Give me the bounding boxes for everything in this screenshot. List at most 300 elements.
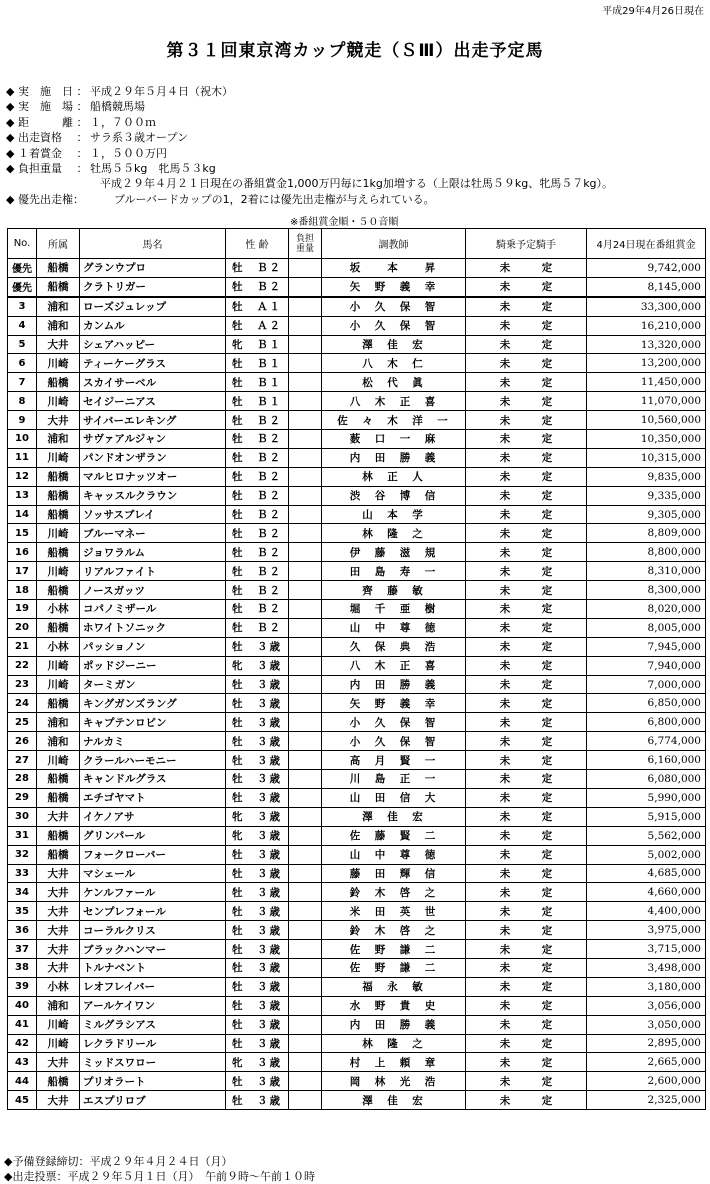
cell-sex-age: 牡 ３歳: [226, 637, 289, 656]
cell-horse-name: サヴァアルジャン: [80, 430, 226, 449]
cell-jockey: 未 定: [466, 826, 587, 845]
cell-horse-name: ブラックハンマー: [80, 940, 226, 959]
cell-prize-money: 10,315,000: [587, 448, 706, 467]
cell-trainer: 山 中 尊 徳: [322, 618, 466, 637]
cell-entry-no: 6: [8, 354, 37, 373]
cell-entry-no: 18: [8, 581, 37, 600]
cell-trainer: 渋 谷 博 信: [322, 486, 466, 505]
cell-sex-age: 牡 ３歳: [226, 940, 289, 959]
cell-horse-name: キャンドルグラス: [80, 770, 226, 789]
table-row: [8, 486, 706, 505]
info-value: サラ系３歳オープン: [90, 131, 189, 145]
cell-trainer: 米 田 英 世: [322, 902, 466, 921]
cell-sex-age: 牡 ３歳: [226, 788, 289, 807]
cell-sex-age: 牡 ３歳: [226, 675, 289, 694]
table-row: [8, 562, 706, 581]
cell-affiliation: 船橋: [37, 543, 80, 562]
cell-trainer: 内 田 勝 義: [322, 1015, 466, 1034]
cell-jockey: 未 定: [466, 996, 587, 1015]
cell-horse-name: ローズジュレップ: [80, 297, 226, 316]
cell-horse-name: ターミガン: [80, 675, 226, 694]
cell-jockey: 未 定: [466, 1015, 587, 1034]
table-row: [8, 1091, 706, 1110]
info-value: 牡馬５５kg 牝馬５３kg: [90, 162, 216, 176]
cell-prize-money: 8,310,000: [587, 562, 706, 581]
cell-affiliation: 大井: [37, 902, 80, 921]
cell-trainer: 小 久 保 智: [322, 713, 466, 732]
cell-affiliation: 大井: [37, 1091, 80, 1110]
table-row: [8, 335, 706, 354]
cell-prize-money: 6,080,000: [587, 770, 706, 789]
cell-entry-no: 25: [8, 713, 37, 732]
cell-prize-money: 9,305,000: [587, 505, 706, 524]
table-row: [8, 354, 706, 373]
cell-weight: [289, 297, 322, 316]
cell-weight: [289, 1091, 322, 1110]
cell-prize-money: 3,498,000: [587, 958, 706, 977]
cell-entry-no: 優先: [8, 259, 37, 278]
cell-prize-money: 8,020,000: [587, 600, 706, 619]
cell-horse-name: クラトリガー: [80, 277, 226, 296]
cell-weight: [289, 996, 322, 1015]
cell-affiliation: 船橋: [37, 770, 80, 789]
cell-entry-no: 29: [8, 788, 37, 807]
cell-horse-name: クラールハーモニー: [80, 751, 226, 770]
cell-horse-name: ミルグラシアス: [80, 1015, 226, 1034]
cell-jockey: 未 定: [466, 940, 587, 959]
cell-affiliation: 船橋: [37, 845, 80, 864]
info-sep: ：: [76, 146, 88, 160]
cell-horse-name: ポッドジーニー: [80, 656, 226, 675]
cell-trainer: 山 田 信 大: [322, 788, 466, 807]
info-label: ◆ 負担重量: [6, 162, 62, 176]
cell-trainer: 小 久 保 智: [322, 732, 466, 751]
cell-prize-money: 8,809,000: [587, 524, 706, 543]
cell-weight: [289, 694, 322, 713]
cell-trainer: 水 野 貴 史: [322, 996, 466, 1015]
cell-jockey: 未 定: [466, 392, 587, 411]
weight-note: 平成２９年４月２１日現在の番組賞金1,000万円毎に1kg加増する（上限は牡馬５９kg、牝馬５７kg）。: [100, 177, 614, 191]
cell-horse-name: カンムル: [80, 316, 226, 335]
cell-affiliation: 川崎: [37, 656, 80, 675]
cell-entry-no: 38: [8, 958, 37, 977]
cell-weight: [289, 826, 322, 845]
cell-sex-age: 牡 ３歳: [226, 694, 289, 713]
cell-affiliation: 川崎: [37, 675, 80, 694]
cell-prize-money: 7,940,000: [587, 656, 706, 675]
table-row: [8, 277, 706, 296]
cell-weight: [289, 316, 322, 335]
info-row-weight: [6, 161, 613, 176]
cell-horse-name: プリオラート: [80, 1072, 226, 1091]
cell-affiliation: 小林: [37, 600, 80, 619]
race-info: [6, 84, 613, 207]
info-row-prize: [6, 146, 613, 161]
cell-weight: [289, 883, 322, 902]
cell-entry-no: 10: [8, 430, 37, 449]
cell-prize-money: 2,895,000: [587, 1034, 706, 1053]
priority-value: ブルーバードカップの1，2着には優先出走権が与えられている。: [114, 192, 435, 206]
cell-horse-name: キャッスルクラウン: [80, 486, 226, 505]
cell-trainer: 澤 佳 宏: [322, 1091, 466, 1110]
cell-sex-age: 牡 ３歳: [226, 977, 289, 996]
cell-weight: [289, 845, 322, 864]
cell-horse-name: ジョワラルム: [80, 543, 226, 562]
cell-jockey: 未 定: [466, 770, 587, 789]
table-row: [8, 543, 706, 562]
cell-sex-age: 牡 ３歳: [226, 1034, 289, 1053]
footer-entry-vote: ◆出走投票：平成２９年５月１日（月） 午前９時～午前１０時: [4, 1170, 315, 1183]
cell-entry-no: 32: [8, 845, 37, 864]
cell-weight: [289, 448, 322, 467]
table-row: [8, 600, 706, 619]
cell-trainer: 岡 林 光 浩: [322, 1072, 466, 1091]
cell-horse-name: エチゴヤマト: [80, 788, 226, 807]
cell-sex-age: 牡 Ｂ１: [226, 373, 289, 392]
cell-prize-money: 3,056,000: [587, 996, 706, 1015]
col-header-jockey: 騎乗予定騎手: [466, 229, 587, 259]
cell-affiliation: 川崎: [37, 562, 80, 581]
cell-sex-age: 牡 ３歳: [226, 902, 289, 921]
cell-entry-no: 7: [8, 373, 37, 392]
cell-jockey: 未 定: [466, 807, 587, 826]
cell-trainer: 松 代 眞: [322, 373, 466, 392]
cell-entry-no: 23: [8, 675, 37, 694]
entries-table: [7, 228, 706, 1110]
cell-jockey: 未 定: [466, 883, 587, 902]
table-row: [8, 1053, 706, 1072]
cell-sex-age: 牡 ３歳: [226, 996, 289, 1015]
cell-sex-age: 牡 Ｂ１: [226, 354, 289, 373]
col-header-trainer: 調教師: [322, 229, 466, 259]
info-sep: ：: [76, 100, 88, 114]
cell-sex-age: 牡 Ｂ１: [226, 392, 289, 411]
cell-sex-age: 牡 ３歳: [226, 883, 289, 902]
cell-weight: [289, 562, 322, 581]
cell-affiliation: 浦和: [37, 732, 80, 751]
table-row: [8, 902, 706, 921]
table-row: [8, 467, 706, 486]
cell-trainer: 林 隆 之: [322, 1034, 466, 1053]
cell-entry-no: 11: [8, 448, 37, 467]
cell-prize-money: 6,774,000: [587, 732, 706, 751]
table-row: [8, 940, 706, 959]
table-row: [8, 996, 706, 1015]
table-row: [8, 977, 706, 996]
cell-trainer: 八 木 正 喜: [322, 392, 466, 411]
table-row: [8, 921, 706, 940]
cell-weight: [289, 430, 322, 449]
cell-affiliation: 大井: [37, 807, 80, 826]
cell-horse-name: イケノアサ: [80, 807, 226, 826]
cell-affiliation: 川崎: [37, 392, 80, 411]
cell-jockey: 未 定: [466, 921, 587, 940]
cell-entry-no: 13: [8, 486, 37, 505]
cell-horse-name: パンドオンザラン: [80, 448, 226, 467]
cell-weight: [289, 921, 322, 940]
cell-affiliation: 大井: [37, 921, 80, 940]
table-row: [8, 1072, 706, 1091]
cell-horse-name: シェアハッピー: [80, 335, 226, 354]
cell-trainer: 澤 佳 宏: [322, 335, 466, 354]
cell-prize-money: 8,145,000: [587, 277, 706, 296]
cell-horse-name: エスプリロブ: [80, 1091, 226, 1110]
cell-entry-no: 24: [8, 694, 37, 713]
cell-prize-money: 4,685,000: [587, 864, 706, 883]
cell-horse-name: トルナベント: [80, 958, 226, 977]
table-row: [8, 958, 706, 977]
cell-trainer: 薮 口 一 麻: [322, 430, 466, 449]
cell-trainer: 田 島 寿 一: [322, 562, 466, 581]
cell-sex-age: 牡 Ｂ２: [226, 524, 289, 543]
cell-affiliation: 大井: [37, 1053, 80, 1072]
cell-sex-age: 牡 Ｂ２: [226, 448, 289, 467]
cell-horse-name: ティーケーグラス: [80, 354, 226, 373]
col-header-affiliation: 所属: [37, 229, 80, 259]
table-row: [8, 675, 706, 694]
cell-trainer: 川 島 正 一: [322, 770, 466, 789]
cell-horse-name: コパノミザール: [80, 600, 226, 619]
cell-weight: [289, 656, 322, 675]
cell-jockey: 未 定: [466, 297, 587, 316]
cell-affiliation: 小林: [37, 977, 80, 996]
cell-affiliation: 船橋: [37, 1072, 80, 1091]
cell-prize-money: 2,665,000: [587, 1053, 706, 1072]
info-label: ◆ 距 離: [6, 115, 73, 129]
info-row-eligibility: [6, 130, 613, 145]
cell-jockey: 未 定: [466, 751, 587, 770]
cell-sex-age: 牡 Ｂ２: [226, 600, 289, 619]
cell-weight: [289, 788, 322, 807]
cell-trainer: 福 永 敏: [322, 977, 466, 996]
cell-affiliation: 大井: [37, 864, 80, 883]
cell-jockey: 未 定: [466, 656, 587, 675]
cell-entry-no: 8: [8, 392, 37, 411]
table-row: [8, 430, 706, 449]
cell-jockey: 未 定: [466, 354, 587, 373]
info-row-venue: [6, 99, 613, 114]
cell-prize-money: 7,000,000: [587, 675, 706, 694]
cell-sex-age: 牡 Ｂ２: [226, 562, 289, 581]
info-label: ◆ １着賞金: [6, 146, 62, 160]
cell-affiliation: 大井: [37, 335, 80, 354]
info-label: ◆ 実 施 場: [6, 100, 73, 114]
cell-entry-no: 17: [8, 562, 37, 581]
cell-prize-money: 3,180,000: [587, 977, 706, 996]
cell-jockey: 未 定: [466, 1034, 587, 1053]
cell-horse-name: グリンパール: [80, 826, 226, 845]
cell-prize-money: 3,050,000: [587, 1015, 706, 1034]
cell-weight: [289, 543, 322, 562]
cell-jockey: 未 定: [466, 581, 587, 600]
cell-affiliation: 浦和: [37, 713, 80, 732]
cell-prize-money: 6,160,000: [587, 751, 706, 770]
cell-weight: [289, 467, 322, 486]
cell-trainer: 高 月 賢 一: [322, 751, 466, 770]
cell-trainer: 山 中 尊 徳: [322, 845, 466, 864]
cell-sex-age: 牡 ３歳: [226, 864, 289, 883]
table-row: [8, 751, 706, 770]
cell-sex-age: 牡 Ｂ２: [226, 505, 289, 524]
cell-prize-money: 13,320,000: [587, 335, 706, 354]
cell-entry-no: 28: [8, 770, 37, 789]
info-value: 平成２９年５月４日（祝木）: [90, 85, 233, 98]
cell-prize-money: 8,300,000: [587, 581, 706, 600]
cell-prize-money: 8,800,000: [587, 543, 706, 562]
cell-entry-no: 42: [8, 1034, 37, 1053]
cell-trainer: 八 木 正 喜: [322, 656, 466, 675]
cell-weight: [289, 354, 322, 373]
cell-sex-age: 牡 Ｂ２: [226, 411, 289, 430]
cell-jockey: 未 定: [466, 448, 587, 467]
cell-weight: [289, 751, 322, 770]
table-row: [8, 845, 706, 864]
cell-prize-money: 4,660,000: [587, 883, 706, 902]
cell-prize-money: 5,990,000: [587, 788, 706, 807]
cell-entry-no: 36: [8, 921, 37, 940]
cell-sex-age: 牝 ３歳: [226, 1053, 289, 1072]
cell-sex-age: 牝 ３歳: [226, 807, 289, 826]
cell-weight: [289, 807, 322, 826]
col-header-weight-line1: 負担: [295, 233, 314, 244]
cell-weight: [289, 977, 322, 996]
cell-sex-age: 牡 ３歳: [226, 751, 289, 770]
cell-affiliation: 小林: [37, 637, 80, 656]
table-row: [8, 448, 706, 467]
cell-weight: [289, 770, 322, 789]
cell-prize-money: 5,562,000: [587, 826, 706, 845]
cell-entry-no: 33: [8, 864, 37, 883]
table-row: [8, 373, 706, 392]
cell-jockey: 未 定: [466, 902, 587, 921]
cell-horse-name: セイジーニアス: [80, 392, 226, 411]
info-label: ◆ 出走資格: [6, 131, 62, 145]
cell-horse-name: アールケイワン: [80, 996, 226, 1015]
cell-prize-money: 9,835,000: [587, 467, 706, 486]
cell-entry-no: 21: [8, 637, 37, 656]
cell-trainer: 内 田 勝 義: [322, 448, 466, 467]
cell-trainer: 矢 野 義 幸: [322, 694, 466, 713]
cell-trainer: 鈴 木 啓 之: [322, 921, 466, 940]
cell-trainer: 林 隆 之: [322, 524, 466, 543]
table-row: [8, 788, 706, 807]
cell-weight: [289, 675, 322, 694]
cell-horse-name: コーラルクリス: [80, 921, 226, 940]
cell-horse-name: スカイサーベル: [80, 373, 226, 392]
cell-prize-money: 11,450,000: [587, 373, 706, 392]
cell-entry-no: 45: [8, 1091, 37, 1110]
cell-jockey: 未 定: [466, 316, 587, 335]
cell-prize-money: 5,002,000: [587, 845, 706, 864]
cell-entry-no: 26: [8, 732, 37, 751]
cell-entry-no: 35: [8, 902, 37, 921]
cell-prize-money: 10,560,000: [587, 411, 706, 430]
cell-weight: [289, 259, 322, 278]
cell-sex-age: 牝 ３歳: [226, 826, 289, 845]
cell-prize-money: 13,200,000: [587, 354, 706, 373]
cell-horse-name: サイバーエレキング: [80, 411, 226, 430]
table-row: [8, 581, 706, 600]
col-header-horse: 馬名: [80, 229, 226, 259]
info-sep: ：: [76, 85, 88, 98]
cell-horse-name: キングガンズラング: [80, 694, 226, 713]
cell-affiliation: 浦和: [37, 430, 80, 449]
cell-prize-money: 6,800,000: [587, 713, 706, 732]
cell-entry-no: 22: [8, 656, 37, 675]
cell-horse-name: キャプテンロビン: [80, 713, 226, 732]
cell-trainer: 林 正 人: [322, 467, 466, 486]
cell-horse-name: グランウプロ: [80, 259, 226, 278]
cell-prize-money: 7,945,000: [587, 637, 706, 656]
cell-trainer: 小 久 保 智: [322, 297, 466, 316]
cell-affiliation: 川崎: [37, 524, 80, 543]
table-row: [8, 297, 706, 316]
cell-affiliation: 大井: [37, 411, 80, 430]
cell-sex-age: 牡 ３歳: [226, 921, 289, 940]
col-header-sex-age: 性 齢: [226, 229, 289, 259]
cell-weight: [289, 1034, 322, 1053]
table-row: [8, 807, 706, 826]
cell-weight: [289, 411, 322, 430]
table-row: [8, 618, 706, 637]
cell-sex-age: 牡 Ｂ２: [226, 486, 289, 505]
cell-entry-no: 5: [8, 335, 37, 354]
cell-trainer: 佐 藤 賢 二: [322, 826, 466, 845]
page-title: 第３１回東京湾カップ競走（ＳⅢ）出走予定馬: [166, 41, 544, 61]
cell-weight: [289, 902, 322, 921]
cell-sex-age: 牡 Ｂ２: [226, 543, 289, 562]
cell-affiliation: 浦和: [37, 996, 80, 1015]
cell-sex-age: 牡 Ａ２: [226, 316, 289, 335]
info-row-distance: [6, 115, 613, 130]
cell-affiliation: 船橋: [37, 618, 80, 637]
cell-weight: [289, 581, 322, 600]
col-header-weight: [289, 229, 322, 259]
cell-sex-age: 牡 Ｂ２: [226, 259, 289, 278]
as-of-date: 平成29年4月26日現在: [602, 6, 704, 17]
cell-sex-age: 牝 Ｂ１: [226, 335, 289, 354]
cell-entry-no: 3: [8, 297, 37, 316]
cell-horse-name: パッショノン: [80, 637, 226, 656]
cell-weight: [289, 1053, 322, 1072]
cell-trainer: 八 木 仁: [322, 354, 466, 373]
cell-jockey: 未 定: [466, 694, 587, 713]
cell-affiliation: 船橋: [37, 581, 80, 600]
sort-note: ※番組賞金順・５０音順: [290, 217, 399, 228]
cell-jockey: 未 定: [466, 486, 587, 505]
cell-affiliation: 川崎: [37, 448, 80, 467]
cell-entry-no: 優先: [8, 277, 37, 296]
col-header-no: No.: [8, 229, 37, 259]
cell-jockey: 未 定: [466, 1053, 587, 1072]
cell-horse-name: ケンルファール: [80, 883, 226, 902]
cell-trainer: 伊 藤 滋 規: [322, 543, 466, 562]
cell-affiliation: 浦和: [37, 316, 80, 335]
cell-entry-no: 14: [8, 505, 37, 524]
cell-sex-age: 牡 Ｂ２: [226, 467, 289, 486]
cell-weight: [289, 940, 322, 959]
cell-entry-no: 12: [8, 467, 37, 486]
cell-prize-money: 6,850,000: [587, 694, 706, 713]
cell-jockey: 未 定: [466, 430, 587, 449]
cell-weight: [289, 713, 322, 732]
cell-sex-age: 牡 Ｂ２: [226, 277, 289, 296]
cell-affiliation: 浦和: [37, 297, 80, 316]
cell-trainer: 佐 野 謙 二: [322, 958, 466, 977]
cell-entry-no: 27: [8, 751, 37, 770]
cell-jockey: 未 定: [466, 543, 587, 562]
cell-sex-age: 牡 ３歳: [226, 732, 289, 751]
